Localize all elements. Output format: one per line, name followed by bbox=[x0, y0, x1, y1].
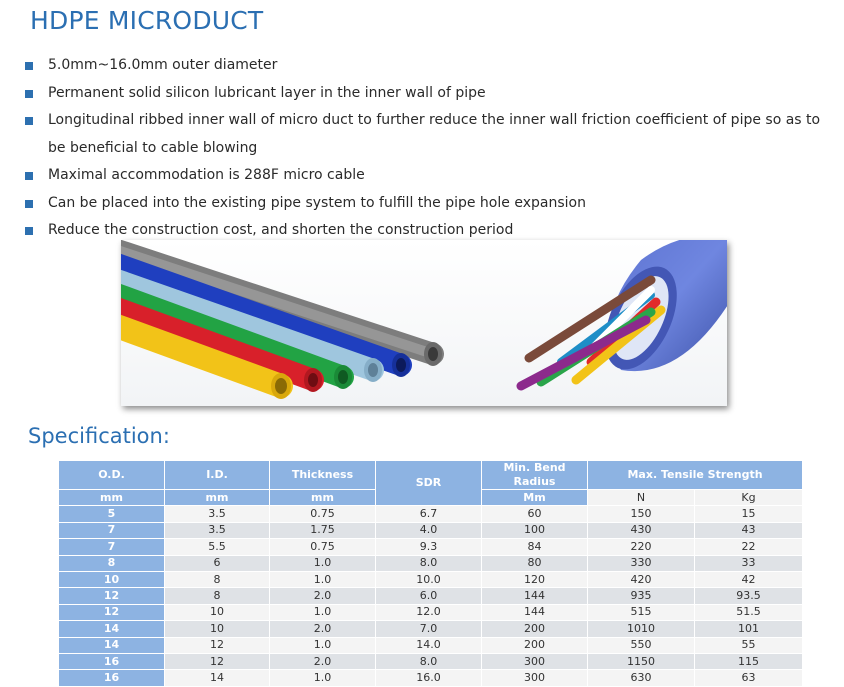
page-title: HDPE MICRODUCT bbox=[30, 6, 264, 35]
cell-bend-radius: 84 bbox=[482, 539, 588, 555]
feature-text: Permanent solid silicon lubricant layer in the inner wall of pipe bbox=[48, 84, 486, 101]
cell-od: 16 bbox=[59, 670, 165, 686]
cell-bend-radius: 200 bbox=[482, 621, 588, 637]
cell-id: 12 bbox=[165, 653, 270, 669]
cell-od: 12 bbox=[59, 588, 165, 604]
cell-id: 14 bbox=[165, 670, 270, 686]
cell-bend-radius: 200 bbox=[482, 637, 588, 653]
cell-tensile-n: 150 bbox=[588, 506, 695, 522]
cell-thickness: 2.0 bbox=[270, 588, 376, 604]
cell-id: 8 bbox=[165, 588, 270, 604]
table-row bbox=[59, 637, 803, 653]
cell-tensile-n: 430 bbox=[588, 522, 695, 538]
header-thickness: Thickness bbox=[270, 461, 376, 490]
cell-bend-radius: 300 bbox=[482, 670, 588, 686]
cell-bend-radius: 100 bbox=[482, 522, 588, 538]
cell-tensile-n: 220 bbox=[588, 539, 695, 555]
bullet-square-icon bbox=[25, 117, 33, 125]
table-row bbox=[59, 555, 803, 571]
cell-bend-radius: 144 bbox=[482, 588, 588, 604]
cell-thickness: 0.75 bbox=[270, 539, 376, 555]
cell-od: 7 bbox=[59, 539, 165, 555]
cell-od: 12 bbox=[59, 604, 165, 620]
feature-text: Reduce the construction cost, and shorten the construction period bbox=[48, 222, 514, 238]
cell-sdr: 12.0 bbox=[376, 604, 482, 620]
cell-od: 5 bbox=[59, 506, 165, 522]
microduct-illustration bbox=[121, 240, 727, 406]
table-row bbox=[59, 653, 803, 669]
cell-od: 14 bbox=[59, 621, 165, 637]
table-row bbox=[59, 571, 803, 587]
feature-item bbox=[24, 190, 824, 218]
cell-tensile-n: 550 bbox=[588, 637, 695, 653]
cell-tensile-kg: 42 bbox=[695, 571, 803, 587]
cell-od: 16 bbox=[59, 653, 165, 669]
header-thickness-unit: mm bbox=[270, 490, 376, 506]
feature-text: Maximal accommodation is 288F micro cable bbox=[48, 167, 365, 183]
bullet-square-icon bbox=[25, 90, 33, 98]
header-od-unit: mm bbox=[59, 490, 165, 506]
feature-text: 5.0mm~16.0mm outer diameter bbox=[48, 57, 278, 73]
cell-thickness: 1.0 bbox=[270, 571, 376, 587]
cell-sdr: 8.0 bbox=[376, 555, 482, 571]
table-row bbox=[59, 588, 803, 604]
cell-tensile-kg: 101 bbox=[695, 621, 803, 637]
cell-tensile-n: 935 bbox=[588, 588, 695, 604]
table-row bbox=[59, 670, 803, 686]
header-tensile-kg: Kg bbox=[695, 490, 803, 506]
specification-heading: Specification: bbox=[28, 424, 170, 448]
cell-id: 5.5 bbox=[165, 539, 270, 555]
cell-sdr: 16.0 bbox=[376, 670, 482, 686]
cell-sdr: 7.0 bbox=[376, 621, 482, 637]
cell-bend-radius: 120 bbox=[482, 571, 588, 587]
specification-table bbox=[58, 460, 803, 687]
cell-tensile-kg: 22 bbox=[695, 539, 803, 555]
cell-tensile-kg: 93.5 bbox=[695, 588, 803, 604]
header-tensile: Max. Tensile Strength bbox=[588, 461, 803, 490]
cell-od: 7 bbox=[59, 522, 165, 538]
feature-item bbox=[24, 162, 824, 190]
cell-sdr: 6.7 bbox=[376, 506, 482, 522]
header-bend-radius: Min. Bend Radius bbox=[482, 461, 588, 490]
feature-item bbox=[24, 80, 824, 108]
cell-id: 12 bbox=[165, 637, 270, 653]
bullet-square-icon bbox=[25, 200, 33, 208]
cell-id: 8 bbox=[165, 571, 270, 587]
cell-sdr: 8.0 bbox=[376, 653, 482, 669]
feature-text: Longitudinal ribbed inner wall of micro duct to further reduce the inner wall friction coefficient of pipe so as to be beneficial to cable blowing bbox=[48, 112, 821, 156]
cell-thickness: 2.0 bbox=[270, 653, 376, 669]
cell-tensile-n: 630 bbox=[588, 670, 695, 686]
feature-text: Can be placed into the existing pipe system to fulfill the pipe hole expansion bbox=[48, 194, 586, 211]
cell-thickness: 0.75 bbox=[270, 506, 376, 522]
cell-id: 3.5 bbox=[165, 506, 270, 522]
cell-thickness: 1.0 bbox=[270, 670, 376, 686]
feature-item bbox=[24, 107, 824, 162]
cell-thickness: 2.0 bbox=[270, 621, 376, 637]
cell-thickness: 1.0 bbox=[270, 604, 376, 620]
bullet-square-icon bbox=[25, 172, 33, 180]
table-row bbox=[59, 604, 803, 620]
feature-item bbox=[24, 52, 824, 80]
cell-od: 8 bbox=[59, 555, 165, 571]
cell-sdr: 9.3 bbox=[376, 539, 482, 555]
specification-rows bbox=[59, 506, 803, 686]
cell-id: 10 bbox=[165, 621, 270, 637]
cell-tensile-kg: 51.5 bbox=[695, 604, 803, 620]
cell-tensile-n: 1150 bbox=[588, 653, 695, 669]
cell-tensile-kg: 63 bbox=[695, 670, 803, 686]
cell-bend-radius: 60 bbox=[482, 506, 588, 522]
cell-tensile-kg: 15 bbox=[695, 506, 803, 522]
table-row bbox=[59, 506, 803, 522]
cell-tensile-kg: 115 bbox=[695, 653, 803, 669]
cell-sdr: 10.0 bbox=[376, 571, 482, 587]
cell-bend-radius: 144 bbox=[482, 604, 588, 620]
cell-tensile-n: 330 bbox=[588, 555, 695, 571]
cell-tensile-n: 1010 bbox=[588, 621, 695, 637]
header-od: O.D. bbox=[59, 461, 165, 490]
cell-sdr: 4.0 bbox=[376, 522, 482, 538]
product-photo bbox=[121, 240, 727, 406]
cell-tensile-n: 420 bbox=[588, 571, 695, 587]
cell-thickness: 1.0 bbox=[270, 555, 376, 571]
cell-sdr: 6.0 bbox=[376, 588, 482, 604]
header-id-unit: mm bbox=[165, 490, 270, 506]
feature-list bbox=[24, 52, 824, 245]
cell-tensile-kg: 33 bbox=[695, 555, 803, 571]
header-id: I.D. bbox=[165, 461, 270, 490]
header-tensile-n: N bbox=[588, 490, 695, 506]
cell-id: 10 bbox=[165, 604, 270, 620]
table-row bbox=[59, 621, 803, 637]
cell-thickness: 1.75 bbox=[270, 522, 376, 538]
cell-id: 3.5 bbox=[165, 522, 270, 538]
cell-bend-radius: 80 bbox=[482, 555, 588, 571]
cell-bend-radius: 300 bbox=[482, 653, 588, 669]
cell-id: 6 bbox=[165, 555, 270, 571]
table-row bbox=[59, 539, 803, 555]
cell-od: 10 bbox=[59, 571, 165, 587]
table-row bbox=[59, 522, 803, 538]
header-sdr: SDR bbox=[376, 461, 482, 506]
cell-tensile-kg: 55 bbox=[695, 637, 803, 653]
cell-thickness: 1.0 bbox=[270, 637, 376, 653]
bullet-square-icon bbox=[25, 62, 33, 70]
bullet-square-icon bbox=[25, 227, 33, 235]
header-bend-unit: Mm bbox=[482, 490, 588, 506]
cell-tensile-n: 515 bbox=[588, 604, 695, 620]
cell-sdr: 14.0 bbox=[376, 637, 482, 653]
cell-tensile-kg: 43 bbox=[695, 522, 803, 538]
cell-od: 14 bbox=[59, 637, 165, 653]
